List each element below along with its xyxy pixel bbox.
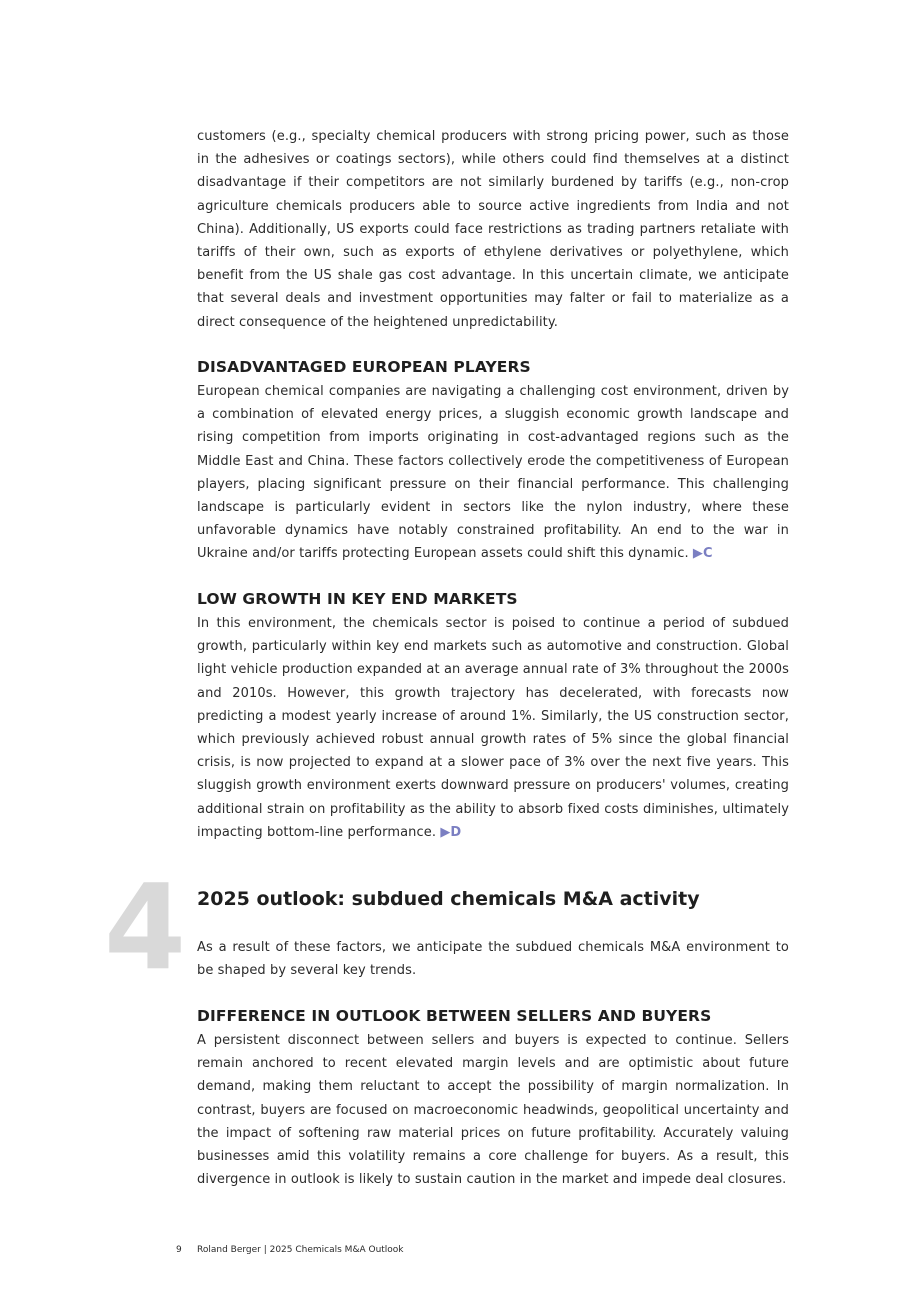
section-heading: DISADVANTAGED EUROPEAN PLAYERS (197, 358, 531, 376)
exhibit-reference-c[interactable]: ▶C (692, 546, 713, 562)
section-body-text: European chemical companies are navigating a challenging cost environment, driven by a combination of elevated energy prices, a sluggish economic growth landscape and rising competition from imports originating in cost-advantaged regions such as the Middle East and China. These factors collectively erode the competitiveness of European players, placing significant pressure on their financial performance. This challenging landscape is particularly evident in sectors like the nylon industry, where these unfavorable dynamics have notably constrained profitability. An end to the war in Ukraine and/or tariffs protecting European assets could shift this dynamic. (197, 384, 789, 562)
section-body: A persistent disconnect between sellers and buyers is expected to continue. Sellers remain anchored to recent elevated margin levels and are optimistic about future demand, making them reluctant to accept the possibility of margin normalization. In contrast, buyers are focused on macroeconomic headwinds, geopolitical uncertainty and the impact of softening raw material prices on future profitability. Accurately valuing businesses amid this volatility remains a core challenge for buyers. As a result, this divergence in outlook is likely to sustain caution in the market and impede deal closures. (197, 1033, 789, 1188)
publication-name: Roland Berger | 2025 Chemicals M&A Outlook (197, 1245, 404, 1255)
section-body-text: In this environment, the chemicals sector is poised to continue a period of subdued growth, particularly within key end markets such as automotive and construction. Global light vehicle production expanded at an average annual rate of 3% throughout the 2000s and 2010s. However, this growth trajectory has decelerated, with forecasts now predicting a modest yearly increase of around 1%. Similarly, the US construction sector, which previously achieved robust annual growth rates of 5% since the global financial crisis, is now projected to expand at a slower pace of 3% over the next five years. This sluggish growth environment exerts downward pressure on producers' volumes, creating additional strain on profitability as the ability to absorb fixed costs diminishes, ultimately impacting bottom-line performance. (197, 616, 789, 840)
chapter-title: 2025 outlook: subdued chemicals M&A activity (197, 888, 700, 910)
chapter-intro: As a result of these factors, we anticipate the subdued chemicals M&A environment to be shaped by several key trends. (197, 940, 789, 979)
section-heading: DIFFERENCE IN OUTLOOK BETWEEN SELLERS AND BUYERS (197, 1007, 712, 1025)
section-low-growth (197, 588, 789, 844)
intro-paragraph: customers (e.g., specialty chemical producers with strong pricing power, such as those in the adhesives or coatings sectors), while others could find themselves at a distinct disadvantage if their competitors are not similarly burdened by tariffs (e.g., non-crop agriculture chemicals producers able to source active ingredients from India and not China). Additionally, US exports could face restrictions as trading partners retaliate with tariffs of their own, such as exports of ethylene derivatives or polyethylene, which benefit from the US shale gas cost advantage. In this uncertain climate, we anticipate that several deals and investment opportunities may falter or fail to materialize as a direct consequence of the heightened unpredictability. (197, 129, 789, 330)
section-heading: LOW GROWTH IN KEY END MARKETS (197, 590, 518, 608)
section-body (197, 612, 789, 844)
section-european-players (197, 356, 789, 566)
chapter-number: 4 (104, 858, 187, 996)
chapter-intro-block (197, 936, 789, 982)
section-seller-buyer-outlook (197, 1005, 789, 1191)
page-number: 9 (176, 1245, 182, 1255)
chapter-header (197, 886, 789, 912)
exhibit-reference-d[interactable]: ▶D (440, 824, 462, 840)
section-body (197, 380, 789, 566)
intro-paragraph-block (197, 125, 789, 334)
